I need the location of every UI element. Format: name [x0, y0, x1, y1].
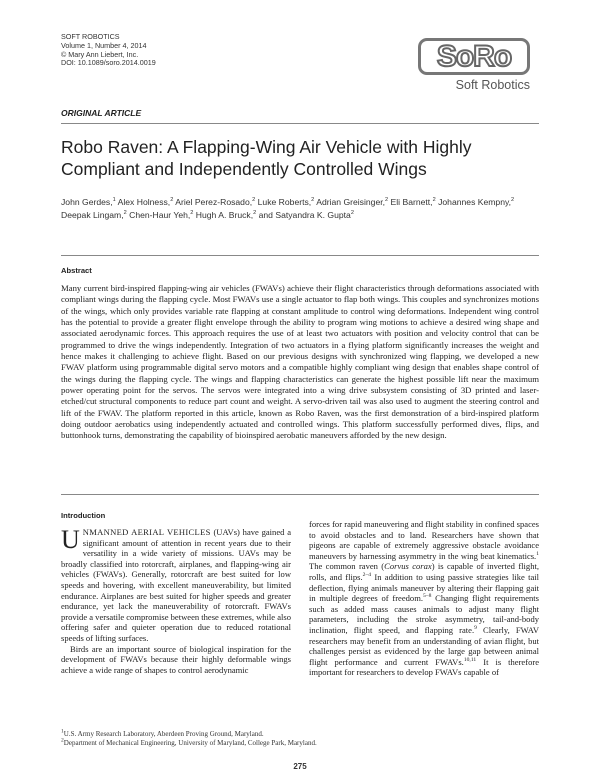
header-rule [61, 123, 539, 124]
citation: 5–8 [422, 593, 432, 600]
text-run: In addition to using passive strategies like tail deflection, flying animals maneuver by altering their flapping gait in multiple degrees of freedom. [309, 571, 539, 604]
text-run: forces for rapid maneuvering and flight stability in confined spaces to avoid obstacles and to land. Researchers have shown that pigeons are capable of extremely aggressive obstacle avoidance maneuvers by harnessing asymmetry in the wing beat kinematics. [309, 519, 539, 561]
journal-name: SOFT ROBOTICS [61, 32, 120, 41]
text-run: Clearly, FWAV researchers may benefit from an understanding of avian flight, but challenges persist as evidenced by the large gap between animal flight performance and current FWAVs. [309, 624, 539, 667]
affiliation-marker: 2 [350, 209, 354, 216]
affiliation-marker: 2 [170, 197, 174, 204]
abstract-text: Many current bird-inspired flapping-wing air vehicles (FWAVs) achieve their flight characteristics through deformations associated with compliant wings during the flapping cycle. Most FWAVs use a single actuator to flap both wings. This couples and synchronizes motions of the wings, which only provides variable rate flapping at constant amplitude to control wing deformations. Independent wing control has the potential to provide a greater flight envelope through the ability to program wing motions to achieve a desired wing shape and associated aerodynamic forces. This approach requires the use of at least two actuators with position and velocity control that can be programmed to drive the wings independently. Integration of two actuators in a flying platform significantly increases the weight and hence makes it challenging to achieve flight. Based on our previous designs with synchronized wing flapping, we developed a new FWAV platform using programmable digital servo motors and a compatible highly compliant wing design that enables shape control of the wings during the flapping cycle. The wings and flapping characteristics can generate the highest possible lift near the maximum power operating point for the servos. The servos were integrated into a wing drive subsystem consisting of 3D printed and laser-etched/cut structural components to reduce part count and weight. A servo-driven tail was also used to augment the steering control and lift of the FWAV. The platform reported in this article, known as Robo Raven, was the first demonstration of a bird-inspired platform doing outdoor aerobatics using independently actuated and controlled wings. This platform successfully performed dives, flips, and buttonhook turns, demonstrating the capability of bioinspired aerobatic maneuvers afforded by the new design. [61, 283, 539, 441]
citation: 10,11 [463, 656, 477, 663]
citation: 2–4 [362, 572, 372, 579]
logo-word: SoRo [436, 39, 512, 73]
author-name: Chen-Haur Yeh, [129, 209, 191, 220]
affiliation-marker: 2 [190, 209, 194, 216]
intro-paragraph-2: Birds are an important source of biological inspiration for the development of FWAVs because their highly deformable wings achieve a wide range of shapes to control aerodynamic [61, 643, 291, 675]
author-name: Luke Roberts, [257, 197, 312, 207]
affiliation-marker: 2 [511, 197, 515, 204]
text-run: ) is capable of inverted flight, rolls, and flips. [309, 561, 539, 582]
abstract-top-rule [61, 255, 539, 256]
footnote-1 [61, 730, 539, 739]
affiliation-marker: 2 [311, 197, 315, 204]
footnote-text: U.S. Army Research Laboratory, Aberdeen Proving Ground, Maryland. [63, 730, 264, 738]
footnotes [61, 730, 539, 748]
species-name: Corvus corax [384, 561, 432, 572]
footnote-marker: 1 [61, 728, 64, 735]
author-name: Johannes Kempny, [438, 197, 512, 207]
footnote-2 [61, 739, 539, 748]
footnote-marker: 2 [61, 737, 64, 744]
affiliation-marker: 1 [112, 197, 116, 204]
journal-volume: Volume 1, Number 4, 2014 [61, 40, 147, 50]
page-number: 275 [293, 762, 307, 771]
author-name: Ariel Perez-Rosado, [175, 197, 253, 207]
text-run: The common raven ( [309, 561, 385, 572]
logo-box [418, 38, 530, 75]
small-caps-lead: NMANNED AERIAL VEHICLES [82, 527, 211, 537]
article-type: ORIGINAL ARTICLE [61, 108, 142, 118]
journal-copyright: © Mary Ann Liebert, Inc. [61, 49, 139, 59]
right-column [309, 519, 539, 678]
author-name: John Gerdes, [61, 197, 113, 207]
intro-paragraph-1 [61, 527, 291, 644]
journal-info [61, 33, 156, 68]
left-column [61, 523, 291, 675]
intro-paragraph-1-text: (UAVs) have gained a significant amount of attention in recent years due to their versatility in a wide variety of missions. UAVs may be broadly classified into rotorcraft, airplanes, and flapping-wing air vehicles (FWAVs). Generally, rotorcraft are best suited for low speeds and hovering, with excellent maneuverability, but limited endurance. Airplanes are best suited for higher speeds and greater endurance, yet lack the maneuverability of rotorcraft. FWAVs provide a versatile compromise between these extremes, while also offering safer and quieter operation due to reduced rotational speeds of lifting surfaces. [61, 527, 291, 643]
logo-subtitle: Soft Robotics [455, 78, 530, 92]
abstract-bottom-rule [61, 494, 539, 495]
right-paragraph [309, 519, 539, 678]
introduction-heading: Introduction [61, 511, 106, 520]
affiliation-marker: 2 [123, 209, 127, 216]
author-name: Alex Holness, [117, 197, 171, 207]
affiliation-marker: 2 [432, 197, 436, 204]
author-name: and Satyandra K. Gupta [258, 209, 351, 220]
affiliation-marker: 2 [253, 209, 257, 216]
article-title: Robo Raven: A Flapping-Wing Air Vehicle with Highly Compliant and Independently Controlled Wings [61, 137, 472, 179]
text-run: Changing flight requirements such as added mass causes animals to adjust many flight parameters, including the stroke asymmetry, tail-and-body inclination, flight speed, and flapping rate. [309, 593, 540, 635]
author-name: Deepak Lingam, [61, 209, 124, 220]
footnote-text: Department of Mechanical Engineering, University of Maryland, College Park, Maryland. [63, 738, 317, 747]
author-list [61, 196, 539, 221]
abstract-heading: Abstract [61, 266, 92, 275]
author-name: Eli Barnett, [390, 197, 433, 207]
drop-cap: U [61, 525, 80, 554]
author-name: Hugh A. Bruck, [195, 209, 254, 220]
journal-doi: DOI: 10.1089/soro.2014.0019 [61, 58, 156, 68]
soro-logo [418, 38, 536, 92]
citation: 1 [536, 550, 539, 557]
citation: 9 [474, 625, 477, 632]
affiliation-marker: 2 [252, 197, 256, 204]
affiliation-marker: 2 [385, 197, 389, 204]
author-name: Adrian Greisinger, [316, 197, 386, 207]
text-run: It is therefore important for researchers to develop FWAVs capable of [309, 656, 539, 678]
